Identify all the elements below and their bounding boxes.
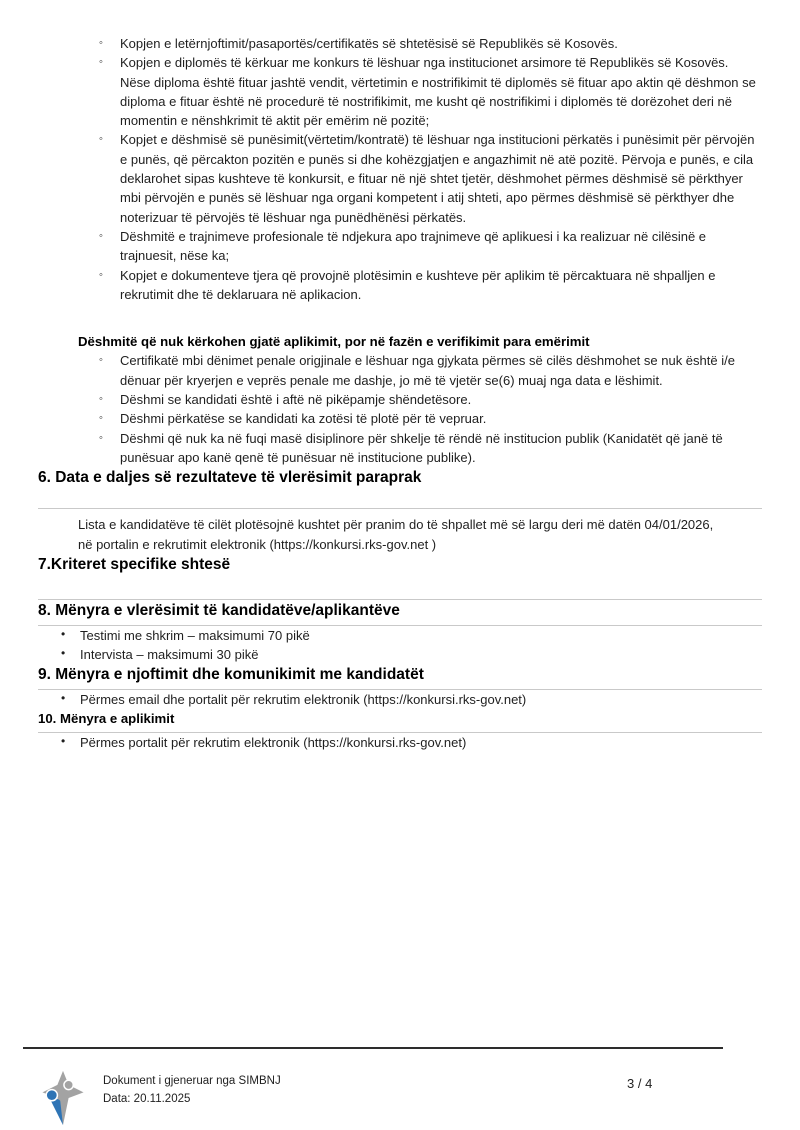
section-6-body: Lista e kandidatëve të cilët plotësojnë kushtet për pranim do të shpallet më së largu deri më datën 04/01/2026, në portalin e rekrutimit elektronik (https://konkursi.rks-gov.net ): [78, 517, 714, 552]
footer-info: [103, 1073, 281, 1108]
section-9-heading: 9. Mënyra e njoftimit dhe komunikimit me kandidatët: [38, 666, 424, 684]
notification-list: [38, 690, 762, 709]
required-documents-list: [38, 34, 762, 304]
footer-divider: [23, 1047, 723, 1049]
list-item: • Intervista – maksimumi 30 pikë: [57, 645, 762, 664]
verification-documents-list: [38, 351, 762, 467]
list-item: ◦ Kopjen e letërnjoftimit/pasaportës/certifikatës së shtetësisë së Republikës së Kosovës.: [97, 34, 762, 53]
verification-subheading: Dëshmitë që nuk kërkohen gjatë aplikimit, por në fazën e verifikimit para emërimit: [78, 334, 590, 350]
list-item: ◦ Dëshmi që nuk ka në fuqi masë disiplinore për shkelje të rëndë në institucion publik (Kanidatët që janë të punësuar apo kanë qenë të punësuar në institucione publike).: [97, 429, 762, 468]
footer-generated-by: Dokument i gjeneruar nga SIMBNJ: [103, 1075, 281, 1087]
list-item: ◦ Dëshmi se kandidati është i aftë në pikëpamje shëndetësore.: [97, 390, 762, 409]
section-10-heading: 10. Mënyra e aplikimit: [38, 710, 175, 726]
list-item: ◦ Dëshmitë e trajnimeve profesionale të ndjekura apo trajnimeve që aplikuesi i ka realizuar në cilësinë e trajnuesit, nëse ka;: [97, 227, 762, 266]
evaluation-list: [38, 626, 762, 665]
list-item: ◦ Kopjet e dëshmisë së punësimit(vërtetim/kontratë) të lëshuar nga institucioni përkatës i punësimit për përvojën e punës, që përcakton pozitën e punës si dhe kohëzgjatjen e angazhimit në atë pozitë. Përvoja e punës, e cila deklarohet sipas kushteve të konkursit, e fituar në një shtet tjetër, dëshmohet përmes dëshmisë së përkthyer mbi përvojën e punës së lëshuar nga organi kompetent i atij shteti, apo përmes dëshmisë së përkthyer dhe noterizuar të përvojës të lëshuar nga punëdhënësi përkatës.: [97, 130, 762, 226]
list-item: • Përmes portalit për rekrutim elektronik (https://konkursi.rks-gov.net): [57, 733, 762, 752]
section-7-heading: 7.Kriteret specifike shtesë: [38, 555, 231, 573]
section-6-divider: [38, 508, 762, 509]
footer-date: Data: 20.11.2025: [103, 1092, 191, 1105]
application-list: [38, 733, 762, 752]
simbnj-logo-icon: [39, 1070, 87, 1126]
list-item: ◦ Kopjet e dokumenteve tjera që provojnë plotësimin e kushteve për aplikim të përcaktuara në shpalljen e rekrutimit dhe të deklaruara në aplikacion.: [97, 266, 762, 305]
list-item: ◦ Dëshmi përkatëse se kandidati ka zotësi të plotë për të vepruar.: [97, 409, 762, 428]
list-item: ◦ Certifikatë mbi dënimet penale origjinale e lëshuar nga gjykata përmes së cilës dëshmohet se nuk është i/e dënuar për kryerjen e veprës penale me dashje, jo më të vjetër se(6) muaj nga data e lëshimit.: [97, 351, 762, 390]
list-item: ◦ Kopjen e diplomës të kërkuar me konkurs të lëshuar nga institucionet arsimore të Republikës së Kosovës. Nëse diploma është fituar jashtë vendit, vërtetimin e nostrifikimit të diplomës së fituar apo aktin që dëshmon se diploma e fituar është në procedurë të nostrifikimit, me kusht që nostrifikimi i diplomës të dorëzohet deri në momentin e nënshkrimit të aktit për emërim në pozitë;: [97, 53, 762, 130]
page-number: 3 / 4: [627, 1076, 653, 1091]
section-6-heading: 6. Data e daljes së rezultateve të vlerësimit paraprak: [38, 469, 422, 487]
section-8-heading: 8. Mënyra e vlerësimit të kandidatëve/aplikantëve: [38, 601, 400, 619]
list-item: • Testimi me shkrim – maksimumi 70 pikë: [57, 626, 762, 645]
list-item: • Përmes email dhe portalit për rekrutim elektronik (https://konkursi.rks-gov.net): [57, 690, 762, 709]
